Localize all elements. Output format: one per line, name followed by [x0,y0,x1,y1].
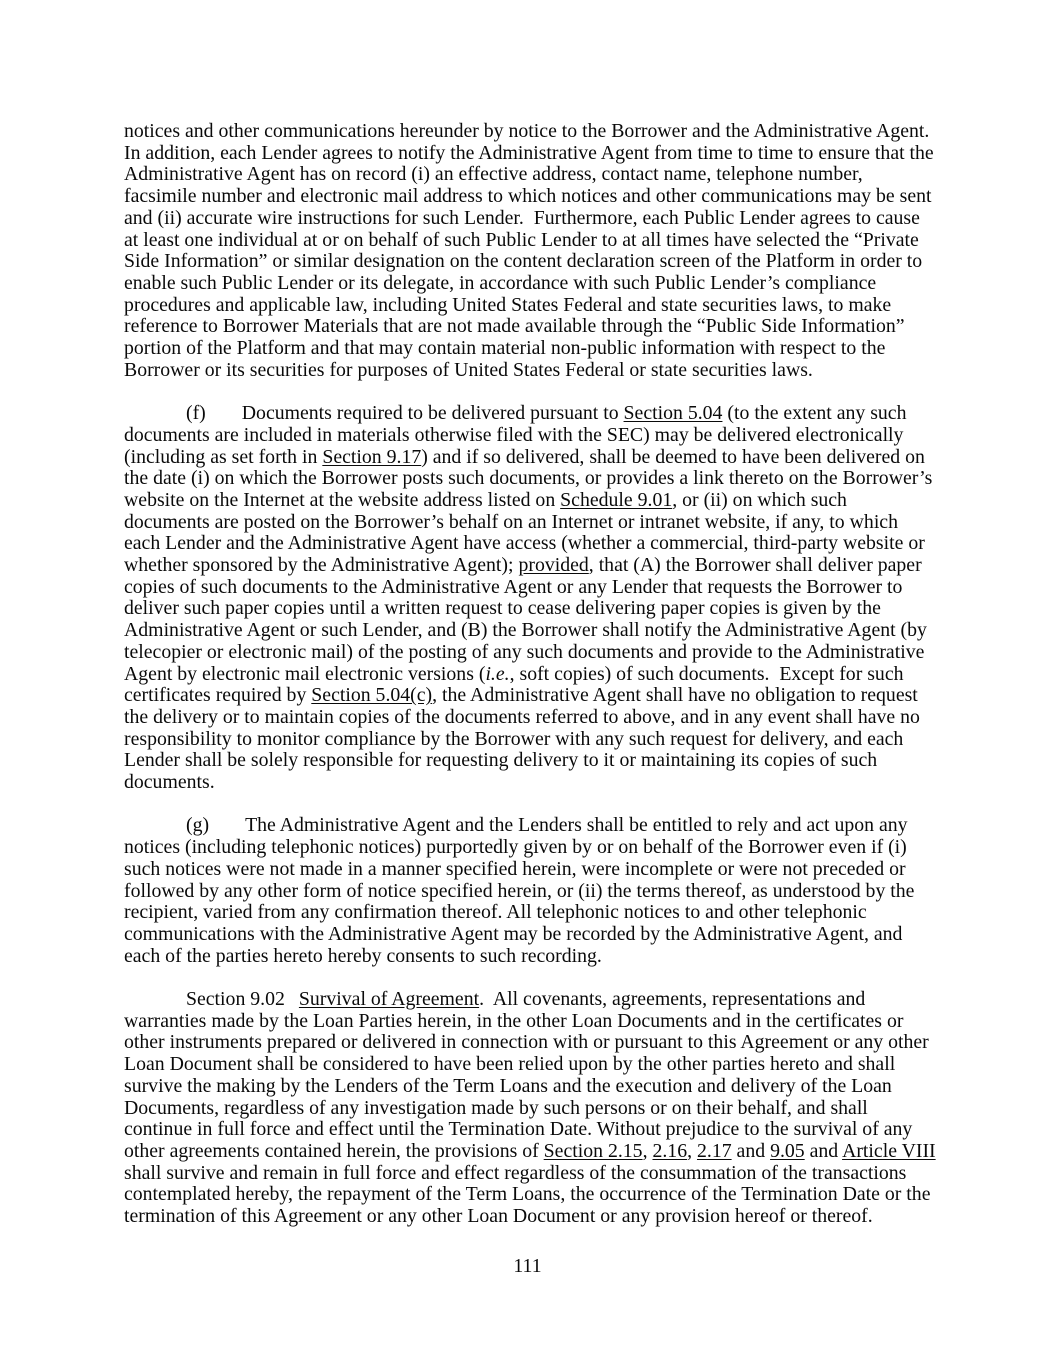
text-run: Schedule 9.01 [560,488,673,511]
text-run: , the Administrative Agent shall have no obligation to request the delivery or to maintain copies of the documents referred to above, and in any event shall have no responsibility to monitor compliance by the Borrower with any such request for delivery, and each Lender shall be solely responsible for requesting delivery to it or maintaining its copies of such documents. [124,684,925,794]
text-run: provided [518,554,589,577]
text-run: (g) [186,814,210,837]
text-run: , soft copies) of such documents. Except for such certificates required by [124,662,909,707]
text-run: ) and if so delivered, shall be deemed to have been delivered on the date (i) on which the Borrower posts such documents, or provides a link thereto on the Borrower’s website on the Internet at the website address listed on [124,445,938,511]
text-run: , [687,1140,697,1162]
text-run: , [642,1140,653,1162]
text-run: Section 5.04 [623,402,723,425]
text-run: and [804,1140,843,1162]
text-run: Section 5.04(c) [311,684,433,707]
text-run: Documents required to be delivered pursuant to [241,402,624,425]
document-body [124,120,941,1250]
text-run: 2.16 [652,1140,688,1162]
text-run: . All covenants, agreements, representations and warranties made by the Loan Parties herein, in the other Loan Documents and in the certificates or other instruments prepared or delivered in connection with or pursuant to this Agreement or any other Loan Document shall be considered to have been relied upon by the other parties hereto and shall survive the making by the Lenders of the Term Loans and the execution and delivery of the Loan Documents, regardless of any investigation made by such persons or on their behalf, and shall continue in full force and effect until the Termination Date. Without prejudice to the survival of any other agreements contained herein, the provisions of [124,988,934,1162]
paragraph-clause-f [124,403,936,794]
paragraph-section-9-02-survival-of-agreement [124,988,941,1228]
text-run: Section 2.15 [543,1140,643,1162]
text-run: Survival of Agreement [298,988,480,1011]
text-run: 2.17 [696,1140,732,1162]
text-run: and [731,1140,771,1162]
text-run: , that (A) the Borrower shall deliver paper copies of such documents to the Administrative Agent or any Lender that requests the Borrower to deliver such paper copies until a written request to cease delivering paper copies is given by the Administrative Agent or such Lender, and (B) the Borrower shall notify the Administrative Agent (by telecopier or electronic mail) of the posting of any such documents and provide to the Administrative Agent by electronic mail electronic versions ( [124,554,932,685]
page-number: 111 [513,1255,542,1277]
paragraph-notices-continuation [124,120,940,381]
text-run: (to the extent any such documents are included in materials otherwise filed with the SEC) may be delivered electronically (including as set forth in [124,402,912,468]
text-run: Article VIII [842,1140,936,1162]
text-run: notices and other communications hereunder by notice to the Borrower and the Administrative Agent. In addition, each Lender agrees to notify the Administrative Agent from time to time to ensure that the Administrative Agent has on record (i) an effective address, contact name, telephone number, facsimile number and electronic mail address to which notices and other communications may be sent and (ii) accurate wire instructions for such Lender. Furthermore, each Public Lender agrees to cause at least one individual at or on behalf of such Public Lender to at all times have selected the “Private Side Information” or similar designation on the content declaration screen of the Platform in order to enable such Public Lender or its delegate, in accordance with such Public Lender’s compliance procedures and applicable law, including United States Federal and state securities laws, to make reference to Borrower Materials that are not made available through the “Public Side Information” portion of the Platform and that may contain material non-public information with respect to the Borrower or its securities for purposes of United States Federal or state securities laws. [124,120,940,381]
text-run: 9.05 [770,1140,805,1162]
text-run: Section 9.02 [186,988,285,1011]
text-run: , or (ii) on which such documents are posted on the Borrower’s behalf on an Internet or intranet website, if any, to which each Lender and the Administrative Agent have access (whether a commercial, third-party website or whether sponsored by the Administrative Agent); [124,488,930,577]
text-run: (f) [186,402,206,425]
text-run: shall survive and remain in full force and effect regardless of the consummation of the transactions contemplated hereby, the repayment of the Term Loans, the occurrence of the Termination Date or the termination of this Agreement or any other Loan Document or any provision hereof or thereof. [124,1140,941,1228]
text-run: The Administrative Agent and the Lenders shall be entitled to rely and act upon any notices (including telephonic notices) purportedly given by or on behalf of the Borrower even if (i) such notices were not made in a manner specified herein, were incomplete or were not preceded or followed by any other form of notice specified herein, or (ii) the terms thereof, as understood by the recipient, varied from any confirmation thereof. All telephonic notices to and other telephonic communications with the Administrative Agent may be recorded by the Administrative Agent, and each of the parties hereto hereby consents to such recording. [124,814,920,967]
paragraph-clause-g [124,815,936,967]
text-run: Section 9.17 [322,445,422,468]
text-run: i.e. [485,662,510,685]
